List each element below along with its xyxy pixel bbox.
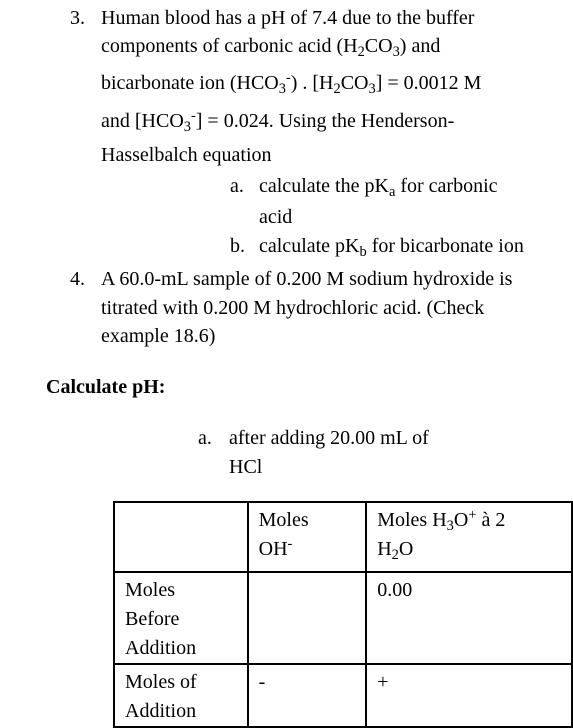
table-row <box>114 664 572 727</box>
table-corner-cell <box>114 502 248 572</box>
q3-line-4: and $[HCO_3^-] = 0.024$. Using the Henderson- <box>101 107 455 136</box>
moles-table <box>113 501 573 728</box>
q3a-text: calculate the $pK_a$ for carbonic <box>259 175 498 201</box>
table-header-row <box>114 502 572 572</box>
q3b-text: calculate $pK_b$ for bicarbonate ion <box>259 235 524 261</box>
cell-h3o-addition: + <box>366 664 572 727</box>
q3-line-3: bicarbonate ion $(HCO_3^-)$ . $[H_2CO_3] = 0.0012$ M <box>101 69 482 98</box>
cell-oh-addition: - <box>248 664 367 727</box>
q3a-text-line-2: acid <box>259 206 293 228</box>
q4-number: 4. <box>70 268 85 290</box>
row-label-of-addition: Moles of Addition <box>114 664 248 727</box>
q3-line-1: Human blood has a pH of 7.4 due to the buffer <box>101 7 475 29</box>
cell-h3o-before: 0.00 <box>366 572 572 664</box>
q4-line-2: titrated with 0.200 M hydrochloric acid. (Check <box>101 297 485 319</box>
q4-line-1: A 60.0-mL sample of 0.200 M sodium hydroxide is <box>101 268 513 290</box>
part-a-label: a. <box>198 427 212 449</box>
q3-line-2: components of carbonic acid $(H_2CO_3)$ and <box>101 35 441 61</box>
part-a-line-2: HCl <box>229 456 263 478</box>
part-a-line-1: after adding 20.00 mL of <box>229 427 429 449</box>
calculate-ph-heading: Calculate pH: <box>46 376 166 398</box>
q3-number: 3. <box>70 7 85 29</box>
q4-line-3: example 18.6) <box>101 325 216 347</box>
q3-line-5: Hasselbalch equation <box>101 144 272 166</box>
header-moles-oh: Moles OH- <box>248 502 367 572</box>
q3b-label: b. <box>230 235 245 257</box>
q3a-label: a. <box>230 175 244 197</box>
row-label-before-addition: Moles Before Addition <box>114 572 248 664</box>
cell-oh-before <box>248 572 367 664</box>
header-moles-h3o: Moles $H_3O^+$ à 2 $H_2O$ <box>366 502 572 572</box>
table-row <box>114 572 572 664</box>
